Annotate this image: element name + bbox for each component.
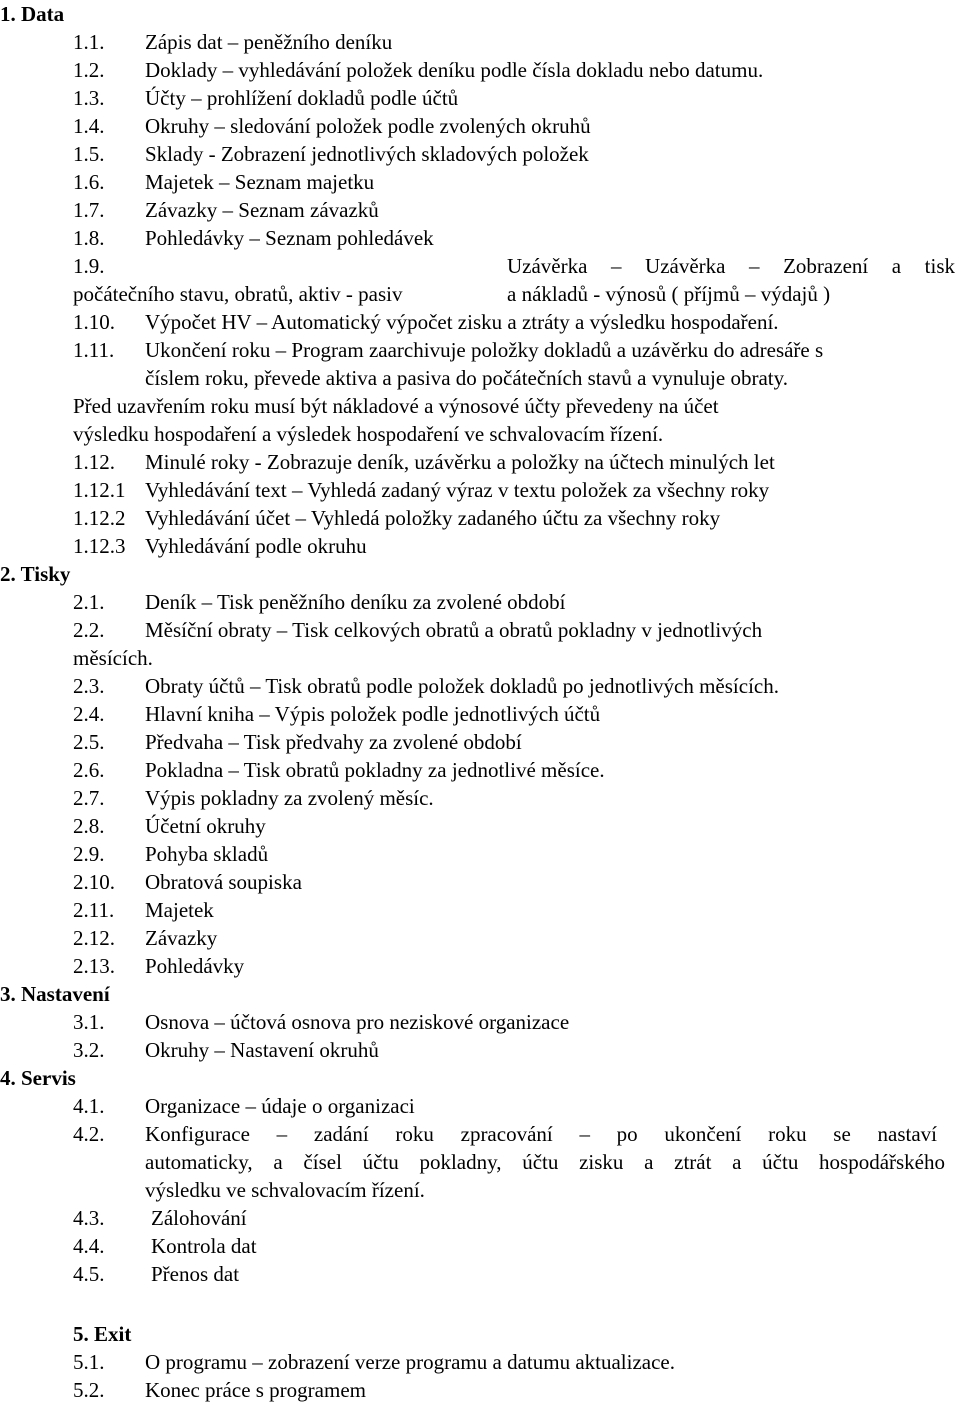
section-heading-data: 1. Data (0, 2, 65, 26)
item-number: 4.1. (73, 1094, 105, 1118)
item-number: 4.2. (73, 1122, 105, 1146)
item-number: 2.6. (73, 758, 105, 782)
item-text: Pohledávky – Seznam pohledávek (145, 226, 434, 250)
item-number: 1.12.1 (73, 478, 126, 502)
item-text: Osnova – účtová osnova pro neziskové organizace (145, 1010, 570, 1034)
item-text: Vyhledávání podle okruhu (145, 534, 367, 558)
item-text-line: automaticky, a čísel účtu pokladny, účtu zisku a ztrát a účtu hospodářského (145, 1150, 945, 1174)
item-number: 3.2. (73, 1038, 105, 1062)
item-text: Okruhy – sledování položek podle zvolených okruhů (145, 114, 591, 138)
item-number: 1.12.3 (73, 534, 126, 558)
item-number: 4.4. (73, 1234, 105, 1258)
item-text: Obraty účtů – Tisk obratů podle položek dokladů po jednotlivých měsících. (145, 674, 779, 698)
item-text: Účty – prohlížení dokladů podle účtů (145, 86, 459, 110)
item-text: Organizace – údaje o organizaci (145, 1094, 415, 1118)
section-heading-exit: 5. Exit (73, 1322, 132, 1346)
item-number: 1.2. (73, 58, 105, 82)
item-text: Přenos dat (151, 1262, 240, 1286)
item-text-line: Konfigurace – zadání roku zpracování – po ukončení roku se nastaví (145, 1122, 937, 1146)
item-text: Výpis pokladny za zvolený měsíc. (145, 786, 434, 810)
item-text: Kontrola dat (151, 1234, 257, 1258)
item-text-line: Uzávěrka – Uzávěrka – Zobrazení a tisk (507, 254, 955, 278)
item-number: 1.11. (73, 338, 115, 362)
item-text: Doklady – vyhledávání položek deníku podle čísla dokladu nebo datumu. (145, 58, 764, 82)
item-number: 2.10. (73, 870, 115, 894)
item-text: Majetek – Seznam majetku (145, 170, 375, 194)
item-number: 2.3. (73, 674, 105, 698)
item-number: 1.12.2 (73, 506, 126, 530)
section-heading-tisky: 2. Tisky (0, 562, 71, 586)
item-text: Deník – Tisk peněžního deníku za zvolené období (145, 590, 566, 614)
item-number: 2.4. (73, 702, 105, 726)
item-text: Výpočet HV – Automatický výpočet zisku a ztráty a výsledku hospodaření. (145, 310, 779, 334)
item-text: Hlavní kniha – Výpis položek podle jednotlivých účtů (145, 702, 601, 726)
item-number: 1.4. (73, 114, 105, 138)
item-text: Předvaha – Tisk předvahy za zvolené období (145, 730, 522, 754)
item-number: 2.5. (73, 730, 105, 754)
item-text: Obratová soupiska (145, 870, 302, 894)
item-text-line: výsledku hospodaření a výsledek hospodaření ve schvalovacím řízení. (73, 422, 664, 446)
item-number: 1.6. (73, 170, 105, 194)
section-heading-servis: 4. Servis (0, 1066, 76, 1090)
item-number: 4.3. (73, 1206, 105, 1230)
item-text-line: počátečního stavu, obratů, aktiv - pasiv (73, 282, 403, 306)
item-number: 2.8. (73, 814, 105, 838)
item-text: Vyhledávání účet – Vyhledá položky zadaného účtu za všechny roky (145, 506, 721, 530)
item-number: 1.3. (73, 86, 105, 110)
item-text: Závazky – Seznam závazků (145, 198, 379, 222)
item-number: 4.5. (73, 1262, 105, 1286)
section-heading-nastaveni: 3. Nastavení (0, 982, 110, 1006)
item-text-line: Před uzavřením roku musí být nákladové a výnosové účty převedeny na účet (73, 394, 719, 418)
item-text: Vyhledávání text – Vyhledá zadaný výraz v textu položek za všechny roky (145, 478, 770, 502)
item-text: Závazky (145, 926, 218, 950)
item-number: 1.9. (73, 254, 105, 278)
item-number: 1.8. (73, 226, 105, 250)
item-number: 5.2. (73, 1378, 105, 1402)
item-text-line: Ukončení roku – Program zaarchivuje položky dokladů a uzávěrku do adresáře s (145, 338, 824, 362)
item-text: Pohyba skladů (145, 842, 269, 866)
item-text: O programu – zobrazení verze programu a datumu aktualizace. (145, 1350, 676, 1374)
item-text: Okruhy – Nastavení okruhů (145, 1038, 379, 1062)
item-text-line: výsledku ve schvalovacím řízení. (145, 1178, 425, 1202)
item-number: 1.7. (73, 198, 105, 222)
item-text-line: Měsíční obraty – Tisk celkových obratů a obratů pokladny v jednotlivých (145, 618, 763, 642)
item-text: Pohledávky (145, 954, 245, 978)
item-number: 1.1. (73, 30, 105, 54)
item-text: Zálohování (151, 1206, 247, 1230)
item-number: 2.1. (73, 590, 105, 614)
item-text: Minulé roky - Zobrazuje deník, uzávěrku a položky na účtech minulých let (145, 450, 775, 474)
item-number: 2.9. (73, 842, 105, 866)
item-number: 3.1. (73, 1010, 105, 1034)
item-number: 2.7. (73, 786, 105, 810)
item-text-line: měsících. (73, 646, 153, 670)
item-text: Majetek (145, 898, 214, 922)
item-number: 2.2. (73, 618, 105, 642)
item-text-line: číslem roku, převede aktiva a pasiva do počátečních stavů a vynuluje obraty. (145, 366, 788, 390)
item-number: 1.12. (73, 450, 115, 474)
item-text-line: a nákladů - výnosů ( příjmů – výdajů ) (507, 282, 831, 306)
item-number: 2.13. (73, 954, 115, 978)
item-number: 5.1. (73, 1350, 105, 1374)
item-text: Konec práce s programem (145, 1378, 366, 1402)
item-text: Sklady - Zobrazení jednotlivých skladových položek (145, 142, 589, 166)
item-text: Zápis dat – peněžního deníku (145, 30, 393, 54)
item-number: 2.11. (73, 898, 115, 922)
item-text: Pokladna – Tisk obratů pokladny za jednotlivé měsíce. (145, 758, 605, 782)
item-text: Účetní okruhy (145, 814, 266, 838)
item-number: 2.12. (73, 926, 115, 950)
item-number: 1.10. (73, 310, 115, 334)
item-number: 1.5. (73, 142, 105, 166)
